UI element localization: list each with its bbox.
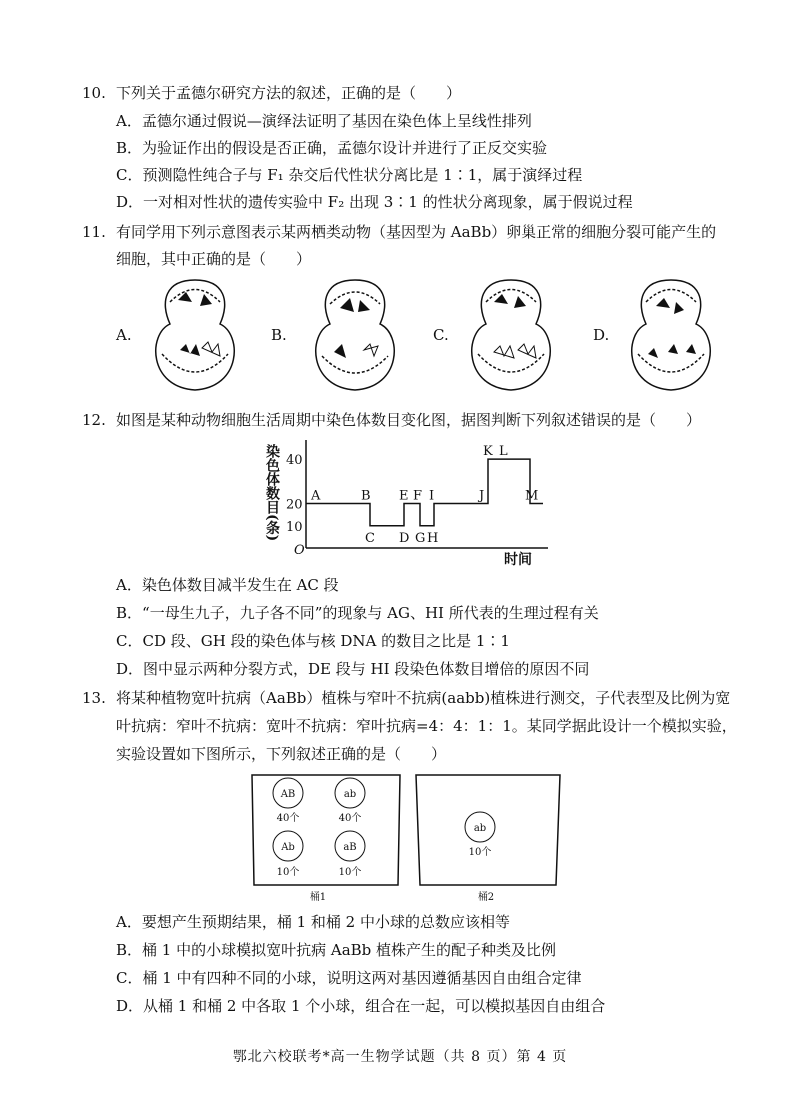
bucket1-ball-aB-text: aB — [343, 842, 357, 853]
bucket2-ball-ab-count: 10个 — [468, 847, 492, 858]
bucket1-ball-aB-count: 10个 — [338, 867, 362, 878]
question-10-number: 10. — [82, 84, 106, 102]
point-label-E: E — [399, 488, 409, 504]
q13-option-d: D．从桶 1 和桶 2 中各取 1 个小球，组合在一起，可以模拟基因自由组合 — [116, 997, 606, 1015]
bucket-1 — [252, 775, 400, 885]
bucket1-ball-Ab-count: 10个 — [276, 867, 300, 878]
q12-option-a: A．染色体数目减半发生在 AC 段 — [116, 576, 339, 594]
bucket-diagram — [250, 773, 570, 903]
bucket-1-label: 桶1 — [309, 892, 327, 903]
point-label-D: D — [399, 530, 410, 546]
point-label-J: J — [479, 488, 485, 504]
question-11-number: 11. — [82, 223, 106, 241]
point-label-G: G — [415, 530, 426, 546]
chart-ylabel: 染色体数目(条) — [264, 444, 280, 542]
question-10-stem: 下列关于孟德尔研究方法的叙述，正确的是（ ） — [116, 84, 462, 102]
y-tick-label-40: 40 — [286, 453, 303, 469]
chromosome-count-line — [306, 459, 543, 526]
y-tick-label-10: 10 — [286, 519, 303, 535]
q10-option-a: A．孟德尔通过假说—演绎法证明了基因在染色体上呈线性排列 — [116, 112, 532, 130]
q10-option-b: B．为验证作出的假设是否正确，孟德尔设计并进行了正反交实验 — [116, 139, 548, 157]
chart-origin: O — [294, 543, 305, 558]
y-tick-label-20: 20 — [286, 497, 303, 513]
bucket1-ball-ab-upper-text: AB — [280, 789, 296, 800]
chromosome-number-chart — [258, 436, 558, 568]
q10-option-d: D．一对相对性状的遗传实验中 F₂ 出现 3∶1 的性状分离现象，属于假说过程 — [116, 193, 633, 211]
q13-option-c: C．桶 1 中有四种不同的小球，说明这两对基因遵循基因自由组合定律 — [116, 969, 582, 987]
chart-xlabel: 时间 — [504, 552, 532, 568]
cell-diagram-b — [300, 272, 410, 397]
question-12-stem: 如图是某种动物细胞生活周期中染色体数目变化图，据图判断下列叙述错误的是（ ） — [116, 411, 702, 429]
question-13-number: 13. — [82, 689, 106, 707]
question-13-stem-line2: 叶抗病：窄叶不抗病：宽叶不抗病：窄叶抗病=4：4：1：1。某同学据此设计一个模拟实验， — [116, 717, 737, 735]
point-label-I: I — [429, 488, 435, 504]
question-11-stem-line1: 有同学用下列示意图表示某两栖类动物（基因型为 AaBb）卵巢正常的细胞分裂可能产生的 — [116, 223, 717, 241]
q12-option-c: C．CD 段、GH 段的染色体与核 DNA 的数目之比是 1∶1 — [116, 632, 510, 650]
bucket1-ball-Ab-text: Ab — [281, 842, 295, 853]
point-label-K: K — [483, 444, 493, 460]
point-label-L: L — [499, 444, 508, 460]
cell-d-label: D. — [593, 326, 610, 344]
q13-option-a: A．要想产生预期结果，桶 1 和桶 2 中小球的总数应该相等 — [116, 913, 510, 931]
point-label-F: F — [413, 488, 423, 504]
bucket1-ball-ab-lower-count: 40个 — [338, 813, 362, 824]
q13-option-b: B．桶 1 中的小球模拟宽叶抗病 AaBb 植株产生的配子种类及比例 — [116, 941, 557, 959]
point-label-B: B — [361, 488, 371, 504]
q12-option-b: B．“一母生九子，九子各不同”的现象与 AG、HI 所代表的生理过程有关 — [116, 604, 599, 622]
cell-b-label: B. — [271, 326, 287, 344]
cell-c-label: C. — [433, 326, 449, 344]
question-13-stem-line3: 实验设置如下图所示，下列叙述正确的是（ ） — [116, 745, 447, 763]
bucket-2 — [416, 775, 560, 885]
point-label-H: H — [427, 530, 439, 546]
bucket1-ball-ab-lower-text: ab — [343, 789, 357, 800]
cell-diagram-c — [456, 272, 566, 397]
point-label-A: A — [311, 488, 321, 504]
bucket2-ball-ab-text: ab — [473, 823, 487, 834]
cell-diagram-a — [140, 272, 250, 397]
cell-diagram-d — [616, 272, 726, 397]
question-11-stem-line2: 细胞，其中正确的是（ ） — [116, 250, 312, 268]
point-label-C: C — [365, 530, 375, 546]
q12-option-d: D．图中显示两种分裂方式，DE 段与 HI 段染色体数目增倍的原因不同 — [116, 660, 590, 678]
cell-a-label: A. — [116, 326, 132, 344]
q10-option-c: C．预测隐性纯合子与 F₁ 杂交后代性状分离比是 1∶1，属于演绎过程 — [116, 166, 583, 184]
bucket-2-label: 桶2 — [477, 892, 495, 903]
bucket1-ball-ab-upper-count: 40个 — [276, 813, 300, 824]
point-label-M: M — [525, 488, 539, 504]
question-12-number: 12. — [82, 411, 106, 429]
question-13-stem-line1: 将某种植物宽叶抗病（AaBb）植株与窄叶不抗病(aabb)植株进行测交，子代表型及比例为宽 — [116, 689, 731, 707]
page-footer: 鄂北六校联考*高一生物学试题（共 8 页）第 4 页 — [232, 1049, 568, 1065]
